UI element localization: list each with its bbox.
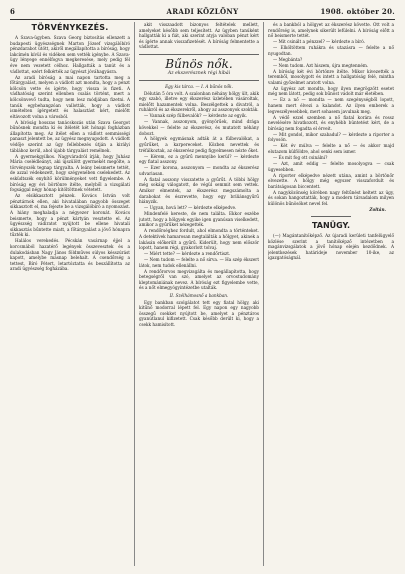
feature-paragraph: — Vannak, asszonyom, gyönyörűek, mind drága kövekkel — felelte az ékszerész, és mutatott néhány dobozt. xyxy=(139,119,259,136)
column-divider xyxy=(263,22,264,566)
column-3 xyxy=(268,22,394,566)
feature-paragraph: A hölgyek egymásnak adták át a fülbevalókat, a gyűrűket, a karpereceket. Közben nevettek és tréfálkoztak, az ékszerész pedig figyelmesen nézte őket. xyxy=(139,136,259,153)
feature-paragraph: — Azt, amit eddig — felelte mosolyogva — csak ügyesebben. xyxy=(268,160,394,172)
feature-paragraph: A fiatal asszony visszatette a gyűrűt. A többi hölgy még sokáig válogatott, de végül semmit sem vettek. Amikor elmentek, az ékszerész megszámolta a darabokat és észrevette, hogy egy briliánsgyűrű hiányzik. xyxy=(139,176,259,205)
feature-paragraph: és a bankból a hölgyet az ékszerész követte. Ott volt a rendőrség is, amelynek sikerült lefülelni. A bíróság előtt a nő beismerte tettét. xyxy=(268,22,394,39)
author-signature: Zoltán. xyxy=(369,207,386,213)
feature-subsection-title: II. Szélhámosnő a bankban. xyxy=(169,293,229,299)
column-2 xyxy=(139,22,259,566)
article-paragraph: (—) Magántanítóképző. Az újaradi kerületi tanfelügyelő közlése szerint a tanítóképző intézetben a magánvizsgálatok a jövő hónap elején kezdődnek. A jelentkezések határideje november 10-ike, az igazgatóságnál. xyxy=(268,233,394,261)
feature-paragraph: — Miért tette? — kérdezte a rendőrtiszt. xyxy=(144,251,231,257)
feature-subtitle: Az ekszerésznek régi hibái xyxy=(167,70,231,76)
article-paragraph: Az elsikkasztott pénzek. Kovács István volt pénztárnok ellen, aki hivatalában nagyobb összeget sikkasztott el, ma fejezte be a vizsgálóbíró a nyomozást. A hiány meghaladja a négyezer koronát. Kovács beismerte, hogy a pénzt kártyán vesztette el. Az ügyészség vádiratot nyújtott be ellene hivatali sikkasztás bűntette miatt, a főtárgyalást a jövő hónapra tűzték ki. xyxy=(10,193,130,238)
feature-paragraph: — Ugyan, hová lett? — kérdezte elképedve. xyxy=(144,205,237,211)
header-rule xyxy=(10,19,395,20)
feature-paragraph: — Vannak szép fülbevalók? — kérdezte az egyik. xyxy=(144,113,247,119)
feature-paragraph: — Elköltöttem ruhákra és utazásra — felelte a nő nyugodtan. xyxy=(268,45,394,56)
newspaper-title: ARADI KÖZLÖNY xyxy=(166,7,239,16)
article-paragraph: A Szava-ügyben. Szava Georg biztosítás ellenzett a budapesti ügyészségnek Marton József vizsgálóbíró pénzdarabot ütött, akiről megállapította a bíróság, hogy lakcímén kívül és vidéken sem vették igénybe. A Szava-ügy lényege ennélfogva megkeresése, mely pedig fél éve nem vezetett célhoz. Hallgatták a tanút és a vádlottat, ezért felkérték az ügyészt jóváhagyásra. xyxy=(10,35,130,74)
feature-paragraph: — Kérem, ez a gyűrű mennyibe kerül? — kérdezte egy fiatal asszony. xyxy=(139,153,259,165)
feature-paragraph: A rendőrorvos megvizsgálta és megállapította, hogy betegségről van szó, amelyet az orvostudomány kleptomániának nevez. A bíróság ezt figyelembe vette, és a nőt elmegyógyintézetbe utalták. xyxy=(139,268,259,291)
feature-paragraph: A bíróság két évi börtönre ítélte. Mikor kivezették a teremből, mosolygott és intett a hallgatóság felé, mintha valami győzelmet aratott volna. xyxy=(268,68,394,85)
feature-title: Bűnös nők. xyxy=(165,56,233,71)
feature-drama-title: Egy kis tárca. — I. A bűnös nők. xyxy=(165,83,233,89)
feature-paragraph: A védő ezzel szemben a nő fiatal korára és rossz nevelésére hivatkozott, és enyhébb büntetést kért, de a bíróság nem fogadta el érveit. xyxy=(268,114,394,131)
article-paragraph: Az aradi bíróság a mai napon tartotta meg a főtárgyalást, melyen a vádlott azt mondta, hogy a pénzt kölcsön vette és ígérte, hogy vissza is fizeti. A vádhatóság szerint ellenben csalás történt, mert a kölcsönvevő tudta, hogy nem lesz módjában fizetni. A tanúk egybehangzóan vallották, hogy a vádlott ismételten ígérgetett és halasztást kért, mielőtt eltávozott volna a városból. xyxy=(10,74,130,119)
feature-paragraph: — Nem tudom — felelte a nő sírva. — Ha szép ékszert látok, nem tudok ellenállni. xyxy=(139,257,259,268)
feature-paragraph: — Ez a nő — mondta — nem szegénységből lopott, hanem mert élvezi a kalandot. Az ilyen emberek a legveszélyesebbek, mert sohasem javulnak meg. xyxy=(268,97,394,114)
article-paragraph: akit visszaadott bizonyos feltételek mellett, amelyeket később sem teljesített. Az ügyben tanúként hallgatták ki a fiát, aki szerint atyja valóban pénzt kért és ígérte annak visszafizetését. A bíróság felmentette a vádlottat. xyxy=(139,22,259,50)
page-number: 6 xyxy=(10,7,16,16)
section-heading-court: TÖRVÉNYKEZÉS. xyxy=(31,23,109,32)
column-divider xyxy=(134,22,135,566)
section-divider xyxy=(311,216,351,217)
article-paragraph: Halálos verekedés. Pécskán vasárnap éjjel a korcsmából hazatérő legények összevesztek és a dulakodásban Nagy János földműves súlyos késszúrást kapott, amelybe másnap belehalt. A csendőrség a tettest, Bíró Pétert, letartóztatta és beszállította az aradi ügyészség fogházába. xyxy=(10,238,130,272)
column-1 xyxy=(10,22,130,566)
article-paragraph: A gyermekgyilkos. Nagyváradról írják, hogy Juhász Mária cselédleányt, aki újszülött gyermekét megölte, a törvényszék tegnap tárgyalta. A leány beismerte tettét, de azzal védekezett, hogy szégyenében cselekedett. Az esküdtszék enyhítő körülményeket vett figyelembe. A bíróság egy évi börtönre ítélte, melyből a vizsgálati fogsággal négy hónap kitöltöttnek vétetett. xyxy=(10,153,130,193)
article-paragraph: A bíróság hosszas tanácskozás után Szava Georgot bűnösnek mondta ki és ítéletét két hónapi fogházban állapította meg. Az ítélet ellen a vádlott semmisségi panaszt jelentett be, az ügyész megnyugodott. A vádlott védője szerint az ügy fellebbezés útján a királyi táblához kerül, ahol újabb tárgyalást remélnek. xyxy=(10,119,130,153)
feature-paragraph: Az ügyész azt mondta, hogy ilyen megrögzött esetet még nem látott, pedig sok bűnöst vádolt már életében. xyxy=(268,85,394,97)
feature-paragraph: A rendőrséghez fordult, ahol elmondta a történteket. A detektívek hamarosan megtalálták a hölgyet, akinek a lakásán előkerült a gyűrű. Kiderült, hogy nem először lopott, hanem régi, gyakorlott tolvaj. xyxy=(139,228,259,251)
feature-paragraph: — Mit gondol, mikor szabadul? — kérdezte a riporter a folyosón. xyxy=(268,131,394,143)
feature-paragraph: Egy bankban szolgálatot tett egy fiatal hölgy, aki kitűnő modorral lépett fel. Egy napon egy nagyobb összegű csekket nyújtott be, amelyet a pénztáros gyanútlanul kifizetett. Csak később derült ki, hogy a csekk hamisított. xyxy=(139,299,259,327)
feature-paragraph: — Megbánta? xyxy=(273,56,303,62)
feature-paragraph: — Ezer korona, asszonyom — mondta az ékszerész udvariasan. xyxy=(139,165,259,176)
feature-paragraph: — Két év múlva — felelte a nő — és akkor majd elutazom külföldre, ahol senki sem ismer. xyxy=(268,143,394,154)
feature-title-box xyxy=(139,54,259,81)
feature-paragraph: Mindenfelé kereste, de nem találta. Ekkor eszébe jutott, hogy a hölgyek egyike igen gyanúsan viselkedett, amikor a gyűrűket nézegették. xyxy=(139,211,259,228)
feature-paragraph: A nagyközönség körében nagy feltűnést keltett az ügy, és sokan hangoztatták, hogy a modern társadalom milyen különös bűnösöket nevel fel. xyxy=(268,189,394,206)
section-heading-education: TANÜGY. xyxy=(311,221,351,231)
feature-paragraph: A riporter elképedve nézett utána, amint a börtönőr elvezette. A hölgy még egyszer visszafordult és barátságosan biccentett. xyxy=(268,172,394,189)
issue-date: 1908. október 20. xyxy=(320,7,395,16)
feature-paragraph: — És mit fog ott csinálni? xyxy=(273,154,328,160)
page-header xyxy=(10,6,395,18)
feature-paragraph: — Mit csinált a pénzzel? — kérdezte a bíró. xyxy=(273,39,366,45)
feature-paragraph: Délután 5 óra volt. A szalonban néhány hölgy ült, akik egy szabó, illetve egy ékszerész üzletében vásároltak, mielőtt hazamentek volna. Beszélgettek a divatról, a ruhákról és az ékszerekről, ahogy az asszonyok szokták. xyxy=(139,90,259,113)
feature-paragraph: — Nem tudom. Azt hiszem, újra megtenném. xyxy=(273,62,369,68)
